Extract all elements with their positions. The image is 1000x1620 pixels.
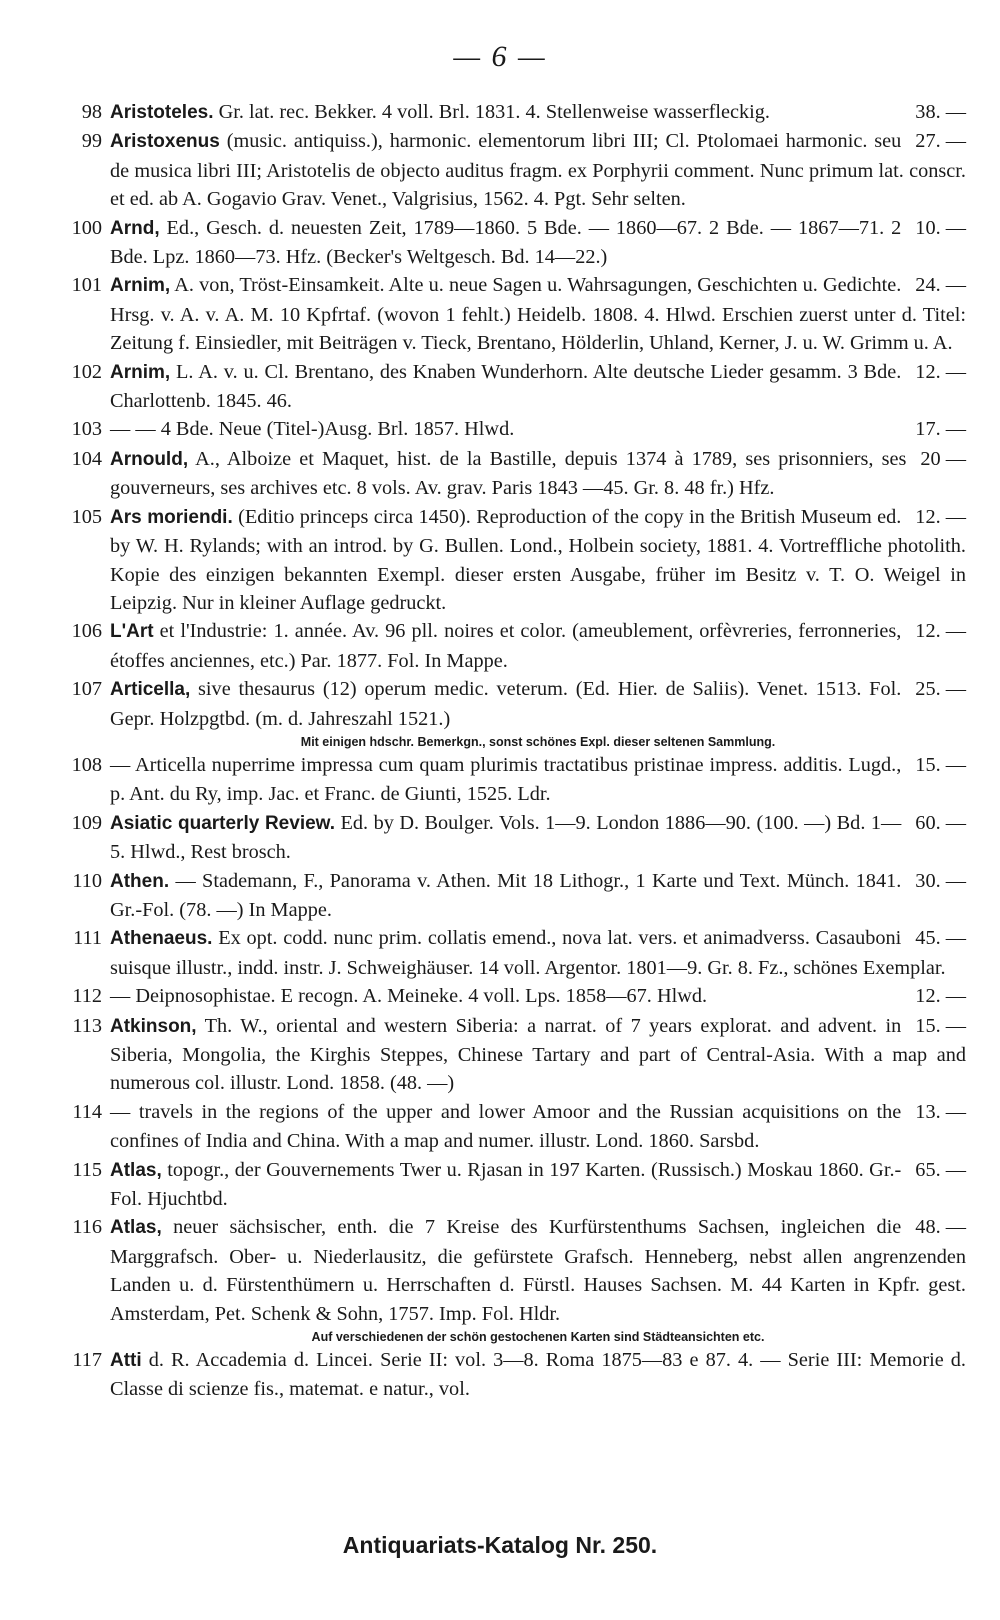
entry-price: 12. — xyxy=(915,985,966,1008)
entry-number: 111 xyxy=(73,927,102,950)
entry-number: 101 xyxy=(71,274,102,297)
entry-price: 24. — xyxy=(915,274,966,297)
entry-text: Ex opt. codd. nunc prim. collatis emend., nova lat. vers. et animadverss. Casauboni suisque illustr., indd. instr. J. Schweighäuser. 14 voll. Argentor. 1801—9. Gr. 8. Fz., schönes Exemplar. xyxy=(110,927,946,979)
catalog-entry xyxy=(0,98,1000,127)
entry-author: L'Art xyxy=(110,621,154,643)
entry-number: 112 xyxy=(72,985,102,1008)
entry-number: 105 xyxy=(71,505,102,528)
entry-text: — Deipnosophistae. E recogn. A. Meineke. 4 voll. Lps. 1858—67. Hlwd. xyxy=(110,985,708,1008)
entry-price: 12. — xyxy=(915,620,966,643)
entry-text: neuer sächsischer, enth. die 7 Kreise des Kurfürstenthums Sachsen, ingleichen die Marggrafsch. Ober- u. Niederlausitz, die gefürstete Grafsch. Henneberg, nebst allen angrenzenden Landen u. d. Fürstenthümern u. Herrschaften d. Fürstl. Hauses Sachsen. M. 44 Karten in Kpfr. gest. Amsterdam, Pet. Schenk & Sohn, 1757. Imp. Fol. Hldr. xyxy=(110,1216,966,1325)
catalog-entry xyxy=(0,617,1000,675)
entry-number: 110 xyxy=(72,869,102,892)
entry-price: 12. — xyxy=(915,360,966,383)
entry-number: 104 xyxy=(71,447,102,470)
entry-text: Ed., Gesch. d. neuesten Zeit, 1789—1860. 5 Bde. — 1860—67. 2 Bde. — 1867—71. 2 Bde. Lpz. 1860—73. Hfz. (Becker's Weltgesch. Bd. 14—22.) xyxy=(110,216,902,269)
catalog-entry xyxy=(0,1213,1000,1346)
entry-note: Mit einigen hdschr. Bemerkgn., sonst schönes Expl. dieser seltenen Sammlung. xyxy=(300,734,776,749)
entry-text: A., Alboize et Maquet, hist. de la Bastille, depuis 1374 à 1789, ses prisonniers, ses gouverneurs, ses archives etc. 8 vols. Av. grav. Paris 1843 —45. Gr. 8. 48 fr.) Hfz. xyxy=(110,447,907,500)
entry-text: — travels in the regions of the upper and lower Amoor and the Russian acquisitions on the confines of India and China. With a map and numer. illustr. Lond. 1860. Sarsbd. xyxy=(110,1100,902,1153)
entry-price: 60. — xyxy=(915,811,966,834)
entry-price: 45. — xyxy=(915,927,966,950)
entry-author: Arnd, xyxy=(110,217,160,239)
entry-price: 27. — xyxy=(915,130,966,153)
entry-number: 117 xyxy=(72,1349,102,1372)
entry-text: Th. W., oriental and western Siberia: a narrat. of 7 years explorat. and advent. in Siberia, Mongolia, the Kirghis Steppes, Chinese Tartary and part of Central-Asia. With a map and numerous col. illustr. Lond. 1858. (48. —) xyxy=(110,1014,966,1095)
entry-number: 108 xyxy=(71,753,102,776)
entry-author: Atti xyxy=(110,1350,142,1372)
entry-author: Arnim, xyxy=(110,275,171,297)
catalog-entry xyxy=(0,867,1000,925)
entry-text: — Stademann, F., Panorama v. Athen. Mit 18 Lithogr., 1 Karte und Text. Münch. 1841. Gr.-Fol. (78. —) In Mappe. xyxy=(110,869,902,921)
entry-text: et l'Industrie: 1. année. Av. 96 pll. noires et color. (ameublement, orfèvreries, ferronneries, étoffes anciennes, etc.) Par. 1877. Fol. In Mappe. xyxy=(110,620,902,672)
entry-number: 116 xyxy=(72,1216,102,1239)
entry-price: 12. — xyxy=(915,505,966,528)
catalog-entry xyxy=(0,127,1000,213)
catalog-entry xyxy=(0,271,1000,357)
entry-number: 113 xyxy=(72,1014,102,1037)
entry-price: 15. — xyxy=(915,1014,966,1037)
entry-text: L. A. v. u. Cl. Brentano, des Knaben Wunderhorn. Alte deutsche Lieder gesamm. 3 Bde. Charlottenb. 1845. 46. xyxy=(110,360,902,413)
entry-text: A. von, Tröst-Einsamkeit. Alte u. neue Sagen u. Wahrsagungen, Geschichten u. Gedichte. Hrsg. v. A. v. A. M. 10 Kpfrtaf. (wovon 1 fehlt.) Heidelb. 1808. 4. Hlwd. Erschien zuerst unter d. Titel: Zeitung f. Einsiedler, mit Beiträgen v. Tieck, Brentano, Hölderlin, Uhland, Kerner, J. u. W. Grimm u. A. xyxy=(110,274,966,355)
entry-author: Arnould, xyxy=(110,448,189,470)
entry-number: 114 xyxy=(72,1100,102,1123)
entry-price: 65. — xyxy=(915,1158,966,1181)
entry-author: Athen. xyxy=(110,870,170,892)
catalog-footer: Antiquariats-Katalog Nr. 250. xyxy=(342,1532,658,1558)
entry-note: Auf verschiedenen der schön gestochenen Karten sind Städteansichten etc. xyxy=(311,1330,765,1345)
entry-text: d. R. Accademia d. Lincei. Serie II: vol. 3—8. Roma 1875—83 e 87. 4. — Serie III: Memorie d. Classe di scienze fis., matemat. e natur., vol. xyxy=(110,1349,966,1401)
entry-list xyxy=(0,98,1000,1404)
catalog-entry xyxy=(0,809,1000,867)
catalog-entry xyxy=(0,751,1000,809)
entry-text: (Editio princeps circa 1450). Reproduction of the copy in the British Museum ed. by W. H. Rylands; with an introd. by G. Bullen. Lond., Holbein society, 1881. 4. Vortreffliche photolith. Kopie des einzigen bekannten Exempl. dieser ersten Ausgabe, früher im Besitz v. T. O. Weigel in Leipzig. Nur in kleiner Auflage gedruckt. xyxy=(110,505,966,614)
entry-author: Atkinson, xyxy=(110,1015,197,1037)
entry-author: Ars moriendi. xyxy=(110,506,233,528)
entry-text: topogr., der Gouvernements Twer u. Rjasan in 197 Karten. (Russisch.) Moskau 1860. Gr.-Fol. Hjuchtbd. xyxy=(110,1158,902,1211)
entry-number: 98 xyxy=(81,101,102,123)
entry-author: Atlas, xyxy=(110,1159,162,1181)
entry-number: 99 xyxy=(81,130,102,153)
entry-author: Arnim, xyxy=(110,361,171,383)
entry-price: 30. — xyxy=(915,869,966,892)
entry-author: Aristoxenus xyxy=(110,131,220,153)
entry-price: 48. — xyxy=(915,1216,966,1239)
entry-author: Articella, xyxy=(110,679,191,701)
catalog-entry xyxy=(0,503,1000,618)
entry-author: Asiatic quarterly Review. xyxy=(110,812,336,834)
catalog-entry xyxy=(0,1012,1000,1098)
entry-number: 100 xyxy=(71,216,102,239)
entry-text: Ed. by D. Boulger. Vols. 1—9. London 1886—90. (100. —) Bd. 1—5. Hlwd., Rest brosch. xyxy=(110,811,902,864)
entry-author: Atlas, xyxy=(110,1217,162,1239)
catalog-entry xyxy=(0,1346,1000,1404)
entry-author: Athenaeus. xyxy=(110,928,213,950)
catalog-entry xyxy=(0,214,1000,272)
catalog-entry xyxy=(0,982,1000,1011)
entry-text: Gr. lat. rec. Bekker. 4 voll. Brl. 1831. 4. Stellenweise wasserfleckig. xyxy=(218,101,770,123)
entry-number: 107 xyxy=(71,678,102,701)
entry-price: 10. — xyxy=(915,216,966,239)
entry-price: 13. — xyxy=(915,1100,966,1123)
entry-text: — — 4 Bde. Neue (Titel-)Ausg. Brl. 1857. Hlwd. xyxy=(110,418,515,441)
entry-price: 15. — xyxy=(915,753,966,776)
entry-price: 20 — xyxy=(920,447,966,470)
entry-price: 25. — xyxy=(915,678,966,701)
page-number: — 6 — xyxy=(453,40,547,73)
entry-price: 38. — xyxy=(915,101,966,123)
catalog-entry xyxy=(0,358,1000,416)
entry-price: 17. — xyxy=(915,418,966,441)
entry-number: 102 xyxy=(71,360,102,383)
catalog-entry xyxy=(0,675,1000,751)
entry-number: 103 xyxy=(71,418,102,441)
catalog-entry xyxy=(0,415,1000,444)
entry-number: 106 xyxy=(71,620,102,643)
entry-author: Aristoteles. xyxy=(110,102,214,123)
catalog-entry xyxy=(0,1156,1000,1214)
catalog-entry xyxy=(0,924,1000,982)
entry-text: (music. antiquiss.), harmonic. elementorum libri III; Cl. Ptolomaei harmonic. seu de musica libri III; Aristotelis de objecto auditus fragm. ex Porphyrii comment. Nunc primum lat. conscr. et ed. ab A. Gogavio Grav. Venet., Valgrisius, 1562. 4. Pgt. Sehr selten. xyxy=(110,130,966,211)
entry-number: 115 xyxy=(72,1158,102,1181)
catalog-entry xyxy=(0,445,1000,503)
entry-text: — Articella nuperrime impressa cum quam plurimis tractatibus pristinae impress. additis. Lugd., p. Ant. du Ry, imp. Jac. et Franc. de Giunti, 1525. Ldr. xyxy=(110,753,902,806)
entry-text: sive thesaurus (12) operum medic. veterum. (Ed. Hier. de Saliis). Venet. 1513. Fol. Gepr. Holzpgtbd. (m. d. Jahreszahl 1521.) xyxy=(110,678,902,730)
entry-number: 109 xyxy=(71,811,102,834)
catalog-entry xyxy=(0,1098,1000,1156)
